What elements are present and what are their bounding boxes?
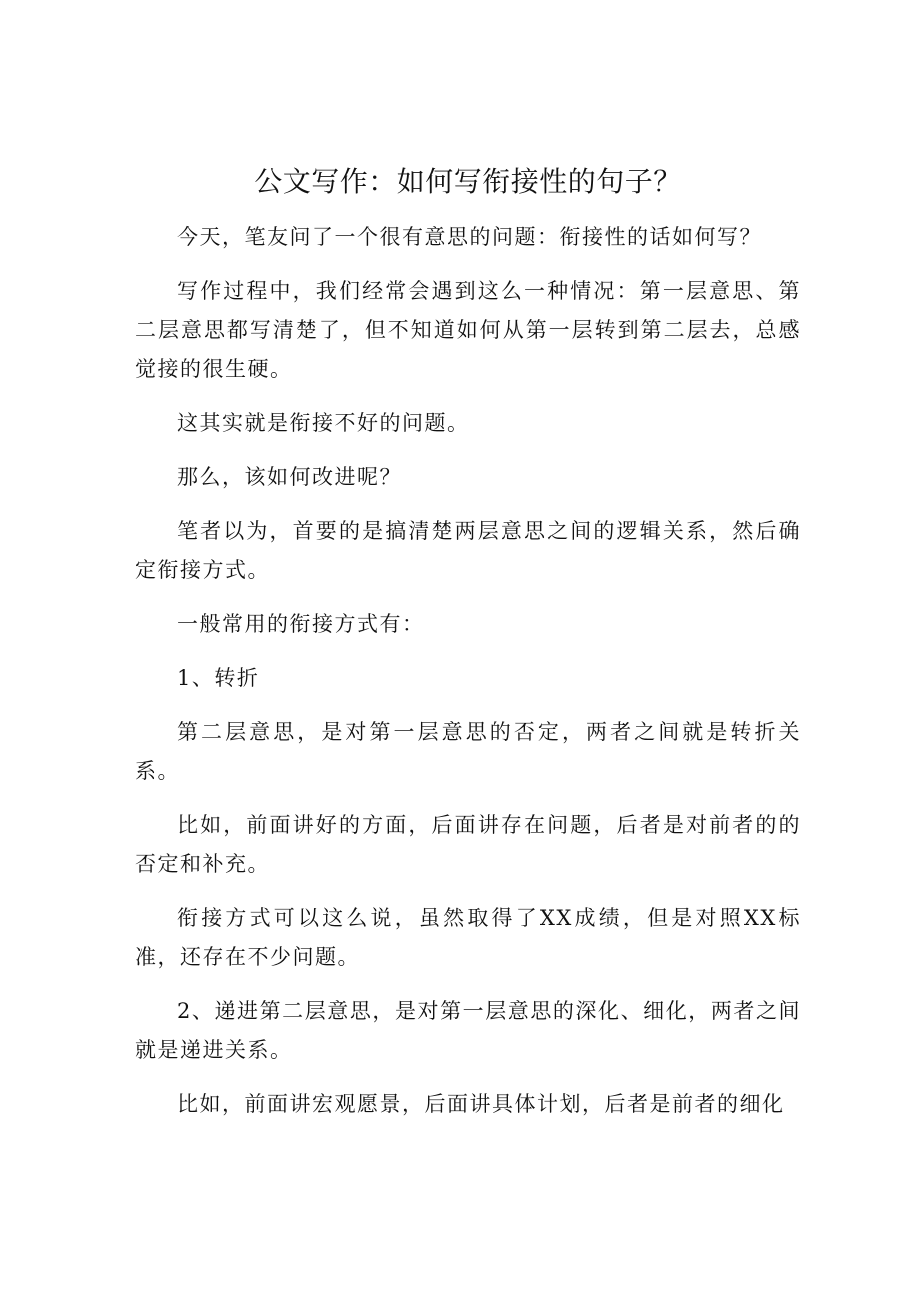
- paragraph-transition-definition: 第二层意思，是对第一层意思的否定，两者之间就是转折关系。: [135, 720, 801, 783]
- paragraph-progression-example: 比如，前面讲宏观愿景，后面讲具体计划，后者是前者的细化: [177, 1092, 785, 1116]
- paragraph-how-to-improve: 那么，该如何改进呢？: [177, 465, 402, 489]
- paragraph-transition-phrasing: 衔接方式可以这么说，虽然取得了XX成绩，但是对照XX标准，还存在不少问题。: [135, 906, 801, 969]
- paragraph-writing-situation: 写作过程中，我们经常会遇到这么一种情况：第一层意思、第二层意思都写清楚了，但不知道如何从第一层转到第二层去，总感觉接的很生硬。: [135, 279, 801, 381]
- paragraph-common-methods: 一般常用的衔接方式有：: [177, 612, 425, 636]
- paragraph-progression-definition: 2、递进第二层意思，是对第一层意思的深化、细化，两者之间就是递进关系。: [135, 999, 801, 1062]
- section-heading-transition: 1、转折: [177, 666, 260, 690]
- paragraph-transition-example: 比如，前面讲好的方面，后面讲存在问题，后者是对前者的的否定和补充。: [135, 813, 801, 876]
- document-title: 公文写作：如何写衔接性的句子？: [254, 165, 682, 198]
- document-page: [135, 158, 801, 1139]
- paragraph-intro-question: 今天，笔友问了一个很有意思的问题：衔接性的话如何写？: [177, 225, 762, 249]
- paragraph-problem-statement: 这其实就是衔接不好的问题。: [177, 411, 470, 435]
- paragraph-author-opinion: 笔者以为，首要的是搞清楚两层意思之间的逻辑关系，然后确定衔接方式。: [135, 519, 801, 582]
